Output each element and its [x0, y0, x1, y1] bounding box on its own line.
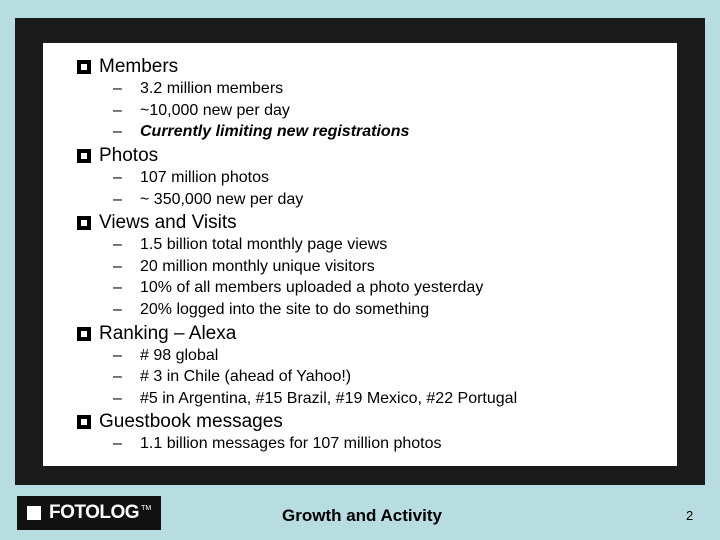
list-item: – 1.5 billion total monthly page views [113, 236, 388, 253]
list-item: – 20% logged into the site to do something [113, 301, 430, 318]
list-item: – ~10,000 new per day [113, 102, 290, 119]
page-number: 2 [686, 508, 694, 523]
list-item: – # 3 in Chile (ahead of Yahoo!) [113, 368, 352, 385]
list-item: – 3.2 million members [113, 80, 284, 97]
square-bullet-icon [77, 60, 91, 74]
section-title-photos [77, 145, 158, 167]
list-item: – 10% of all members uploaded a photo yesterday [113, 279, 484, 296]
slide-footer-title: Growth and Activity [282, 506, 442, 525]
list-item: – Currently limiting new registrations [113, 123, 410, 140]
list-item: – # 98 global [113, 347, 219, 364]
square-bullet-icon [77, 149, 91, 163]
section-title-text: Ranking – Alexa [99, 323, 237, 344]
logo-trademark: TM [141, 505, 152, 512]
fotolog-logo [17, 496, 161, 530]
list-item: – 20 million monthly unique visitors [113, 258, 375, 275]
list-item: – ~ 350,000 new per day [113, 191, 304, 208]
list-item: – #5 in Argentina, #15 Brazil, #19 Mexico, #22 Portugal [113, 390, 518, 407]
logo-text: FOTOLOG [49, 502, 140, 523]
list-item: – 107 million photos [113, 169, 269, 186]
section-title-ranking [77, 323, 236, 345]
logo-square-icon [27, 506, 41, 520]
section-title-text: Views and Visits [99, 212, 237, 233]
section-title-text: Members [99, 56, 179, 77]
section-title-views [77, 212, 237, 234]
section-title-text: Guestbook messages [99, 411, 283, 432]
section-title-text: Photos [99, 145, 159, 166]
section-title-guestbook [77, 411, 283, 433]
square-bullet-icon [77, 216, 91, 230]
square-bullet-icon [77, 327, 91, 341]
square-bullet-icon [77, 415, 91, 429]
list-item: – 1.1 billion messages for 107 million photos [113, 435, 442, 452]
section-title-members [77, 56, 178, 78]
